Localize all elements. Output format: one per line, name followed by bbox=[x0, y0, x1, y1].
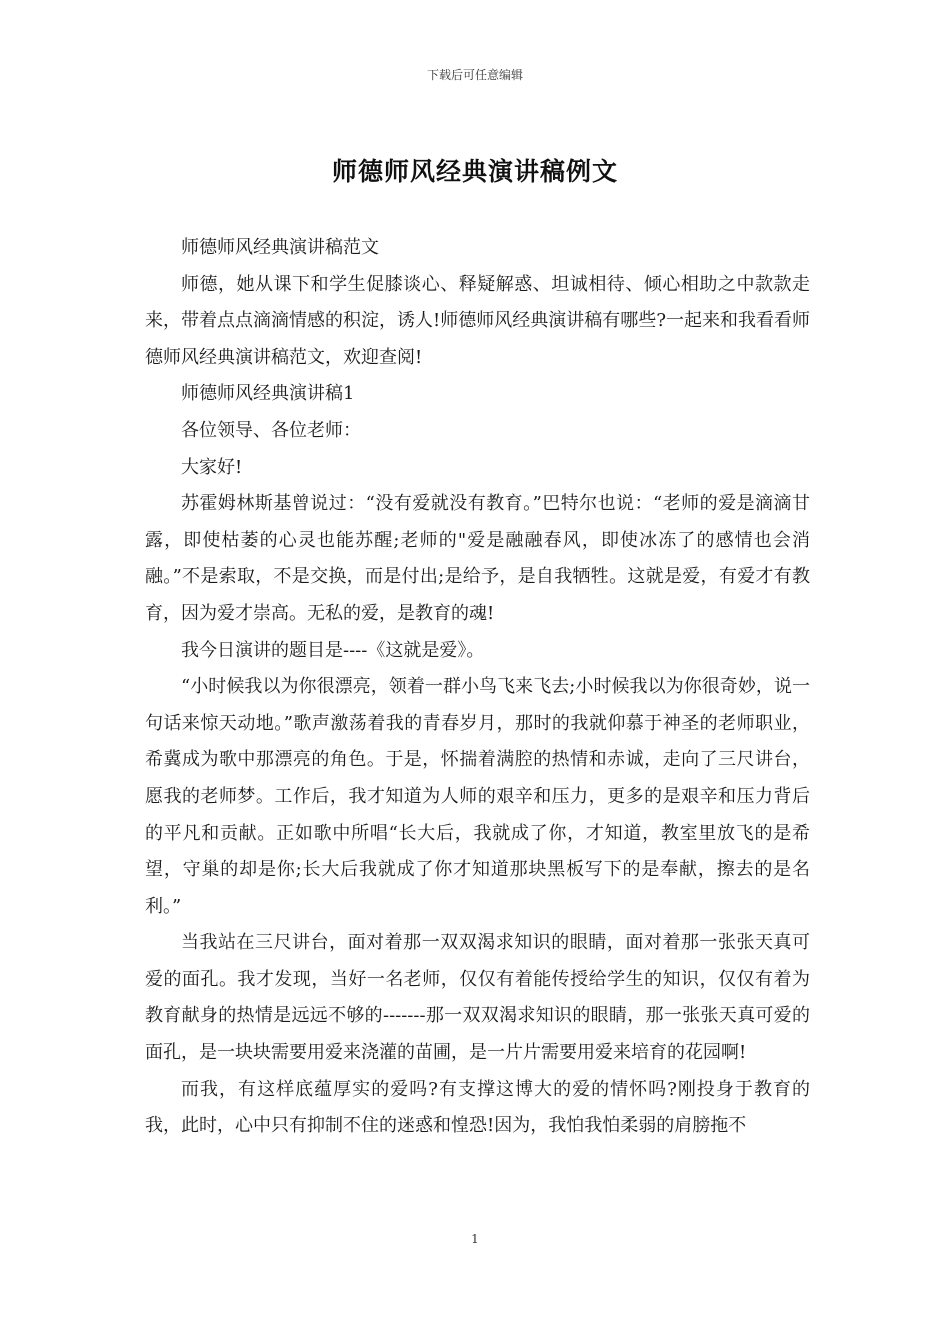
paragraph: 我今日演讲的题目是----《这就是爱》。 bbox=[181, 639, 485, 661]
paragraph: 师德师风经典演讲稿1 bbox=[181, 383, 355, 405]
paragraph: 大家好! bbox=[181, 456, 243, 478]
paragraph: 各位领导、各位老师： bbox=[181, 419, 361, 441]
page-number: 1 bbox=[471, 1232, 479, 1246]
document-title: 师德师风经典演讲稿例文 bbox=[331, 157, 618, 186]
paragraph: 苏霍姆林斯基曾说过：“没有爱就没有教育。”巴特尔也说：“老师的爱是滴滴甘露，即使枯萎的心灵也能苏醒;老师的"爱是融融春风，即使冰冻了的感情也会消融。”不是索取，不是交换，而是付出;是给予，是自我牺牲。这就是爱，有爱才有教育，因为爱才崇高。无私的爱，是教育的魂! bbox=[145, 493, 810, 624]
paragraph: 而我，有这样底蕴厚实的爱吗?有支撑这博大的爱的情怀吗?刚投身于教育的我，此时，心中只有抑制不住的迷惑和惶恐!因为，我怕我怕柔弱的肩膀拖不 bbox=[145, 1078, 810, 1137]
header-note: 下载后可任意编辑 bbox=[426, 68, 523, 82]
paragraph: “小时候我以为你很漂亮，领着一群小鸟飞来飞去;小时候我以为你很奇妙，说一句话来惊天动地。”歌声激荡着我的青春岁月，那时的我就仰慕于神圣的老师职业，希冀成为歌中那漂亮的角色。于是，怀揣着满腔的热情和赤诚，走向了三尺讲台，愿我的老师梦。工作后，我才知道为人师的艰辛和压力，更多的是艰辛和压力背后的平凡和贡献。正如歌中所唱“长大后，我就成了你，才知道，教室里放飞的是希望，守巢的却是你;长大后我就成了你才知道那块黑板写下的是奉献，擦去的是名利。” bbox=[145, 676, 810, 917]
paragraph: 师德师风经典演讲稿范文 bbox=[181, 237, 379, 258]
paragraph: 师德，她从课下和学生促膝谈心、释疑解惑、坦诚相待、倾心相助之中款款走来，带着点点滴滴情感的积淀，诱人!师德师风经典演讲稿有哪些?一起来和我看看师德师风经典演讲稿范文，欢迎查阅! bbox=[145, 273, 810, 368]
document-body bbox=[145, 230, 810, 1145]
paragraph: 当我站在三尺讲台，面对着那一双双渴求知识的眼睛，面对着那一张张天真可爱的面孔。我才发现，当好一名老师，仅仅有着能传授给学生的知识，仅仅有着为教育献身的热情是远远不够的-------那一双双渴求知识的眼睛，那一张张天真可爱的面孔，是一块块需要用爱来浇灌的苗圃，是一片片需要用爱来培育的花园啊! bbox=[145, 932, 810, 1064]
